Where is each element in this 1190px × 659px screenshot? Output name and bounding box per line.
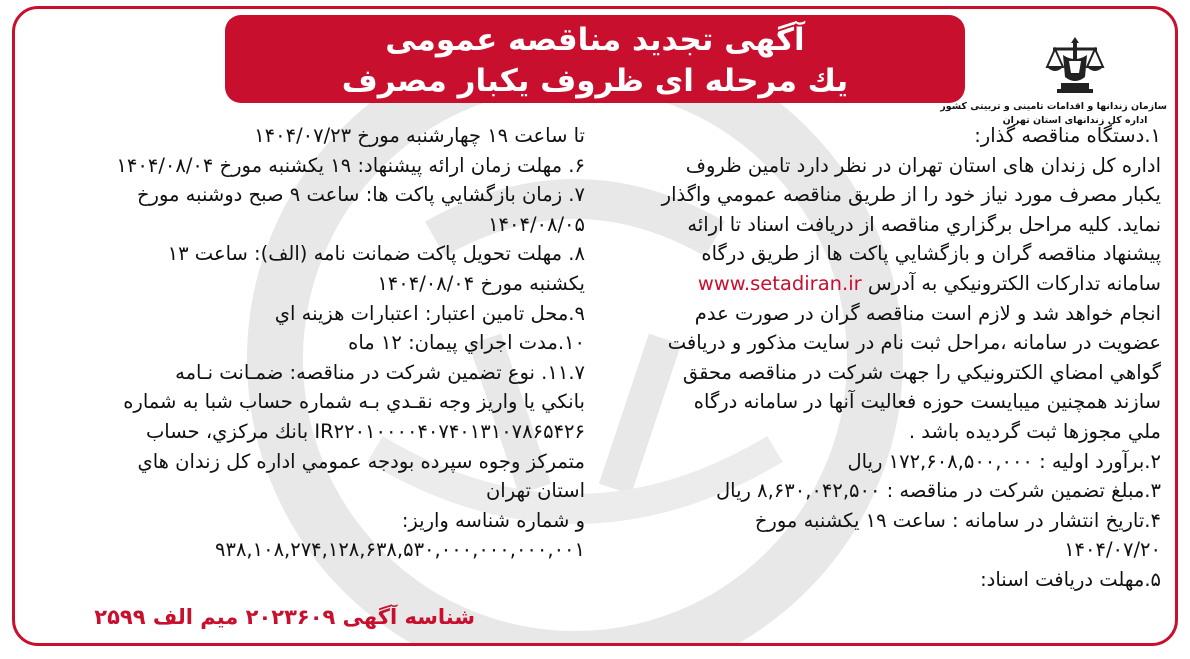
right-column bbox=[605, 121, 1161, 595]
paragraph-line: اداره کل زندان های استان تهران در نظر دارد تامین ظروف bbox=[685, 153, 1161, 177]
paragraph-line: سازند همچنين ميبايست حوزه فعاليت آنها در سامانه درگاه bbox=[693, 390, 1161, 414]
title-line-1: آگهی تجدید مناقصه عمومی bbox=[385, 22, 805, 58]
paragraph-line: ملي مجوزها ثبت گرديده باشد . bbox=[908, 419, 1161, 443]
ad-id-footer: شناسه آگهی ۲۰۲۳۶۰۹ میم الف ۲۵۹۹ bbox=[94, 605, 475, 629]
left-column bbox=[25, 121, 585, 565]
paragraph-text: سامانه تداركات الكترونيكي به آدرس bbox=[867, 271, 1161, 295]
paragraph-line: انجام خواهد شد و لازم است مناقصه گران در صورت عدم bbox=[694, 301, 1161, 325]
item-4-publish-date: ۴.تاريخ انتشار در سامانه : ساعت ۱۹ يكشنبه مورخ bbox=[754, 508, 1161, 532]
deadline-continuation: تا ساعت ۱۹ چهارشنبه مورخ ۱۴۰۴/۰۷/۲۳ bbox=[254, 124, 585, 147]
paragraph-line-with-link bbox=[605, 269, 1161, 299]
item-10-contract-duration: ۱۰.مدت اجراي پيمان: ۱۲ ماه bbox=[348, 331, 585, 355]
website-link[interactable]: www.setadiran.ir bbox=[697, 271, 862, 295]
paragraph-line: متمركز وجوه سپرده بودجه عمومي اداره كل زندان هاي bbox=[137, 449, 585, 473]
item-5-deadline: ۵.مهلت دريافت اسناد: bbox=[980, 567, 1161, 591]
item-7-opening-time: ۷. زمان بازگشايي پاكت ها: ساعت ۹ صبح دوشنبه مورخ bbox=[136, 183, 585, 207]
item-7-date: ۱۴۰۴/۰۸/۰۵ bbox=[488, 212, 585, 236]
paragraph-line: نمايد. كليه مراحل برگزاري مناقصه از دريافت اسناد تا ارائه bbox=[687, 212, 1161, 236]
paragraph-line: پيشنهاد مناقصه گران و بازگشايي پاكت ها از طريق درگاه bbox=[701, 242, 1161, 266]
paragraph-line: بانكي يا واريز وجه نقـدي بـه شماره حساب شبا به شماره bbox=[123, 390, 585, 414]
organization-name: سازمان زندانها و اقدامات تامینی و تربیتی کشور bbox=[940, 101, 1167, 112]
iban-line: IR۲۲۰۱۰۰۰۰۴۰۷۴۰۱۳۱۰۷۸۶۵۴۲۶ بانك مركزي، حساب bbox=[145, 419, 585, 443]
item-11-guarantee-type: ۱۱.۷. نوع تضمين شركت در مناقصه: ضمـانت نـامه bbox=[175, 360, 585, 384]
paragraph-line: يكبار مصرف مورد نياز خود را از طريق مناقصه عمومي واگذار bbox=[661, 183, 1161, 207]
item-2-estimate: ۲.برآورد اوليه : ۱۷۲,۶۰۸,۵۰۰,۰۰۰ ريال bbox=[847, 449, 1161, 473]
item-9-funding-source: ۹.محل تامين اعتبار: اعتبارات هزينه اي bbox=[274, 301, 585, 325]
item-3-guarantee-amount: ۳.مبلغ تضمين شركت در مناقصه : ۸,۶۳۰,۰۴۲,۵۰۰ ريال bbox=[715, 479, 1161, 503]
item-8-guarantee-delivery: ۸. مهلت تحويل پاكت ضمانت نامه (الف): ساعت ۱۳ bbox=[167, 242, 585, 266]
paragraph-line: عضويت در سامانه ،مراحل ثبت نام در سايت مذكور و دريافت bbox=[667, 331, 1161, 355]
organization-subname: اداره کل زندانهای استان تهران bbox=[1002, 115, 1148, 126]
organization-logo bbox=[940, 33, 1167, 126]
paragraph-line: استان تهران bbox=[485, 479, 585, 503]
title-banner bbox=[225, 15, 965, 103]
title-line-2: يك مرحله ای ظروف يكبار مصرف bbox=[341, 63, 849, 99]
paragraph-line: گواهي امضاي الكترونيكي را جهت شركت در مناقصه محقق bbox=[682, 360, 1161, 384]
ad-frame bbox=[12, 6, 1178, 646]
deposit-id-value: ۹۳۸,۱۰۸,۲۷۴,۱۲۸,۶۳۸,۵۳۰,۰۰۰,۰۰۰,۰۰۰,۰۰۱ bbox=[215, 538, 585, 562]
item-1-heading: ۱.دستگاه مناقصه گذار: bbox=[974, 124, 1161, 147]
scales-of-justice-emblem-icon bbox=[1043, 33, 1107, 97]
item-4-date-value: ۱۴۰۴/۰۷/۲۰ bbox=[1064, 538, 1161, 562]
item-8-date: يكشنبه مورخ ۱۴۰۴/۰۸/۰۴ bbox=[377, 271, 585, 295]
item-6-proposal-deadline: ۶. مهلت زمان ارائه پيشنهاد: ۱۹ يكشنبه مورخ ۱۴۰۴/۰۸/۰۴ bbox=[116, 153, 585, 177]
deposit-id-label: و شماره شناسه واريز: bbox=[401, 508, 585, 532]
